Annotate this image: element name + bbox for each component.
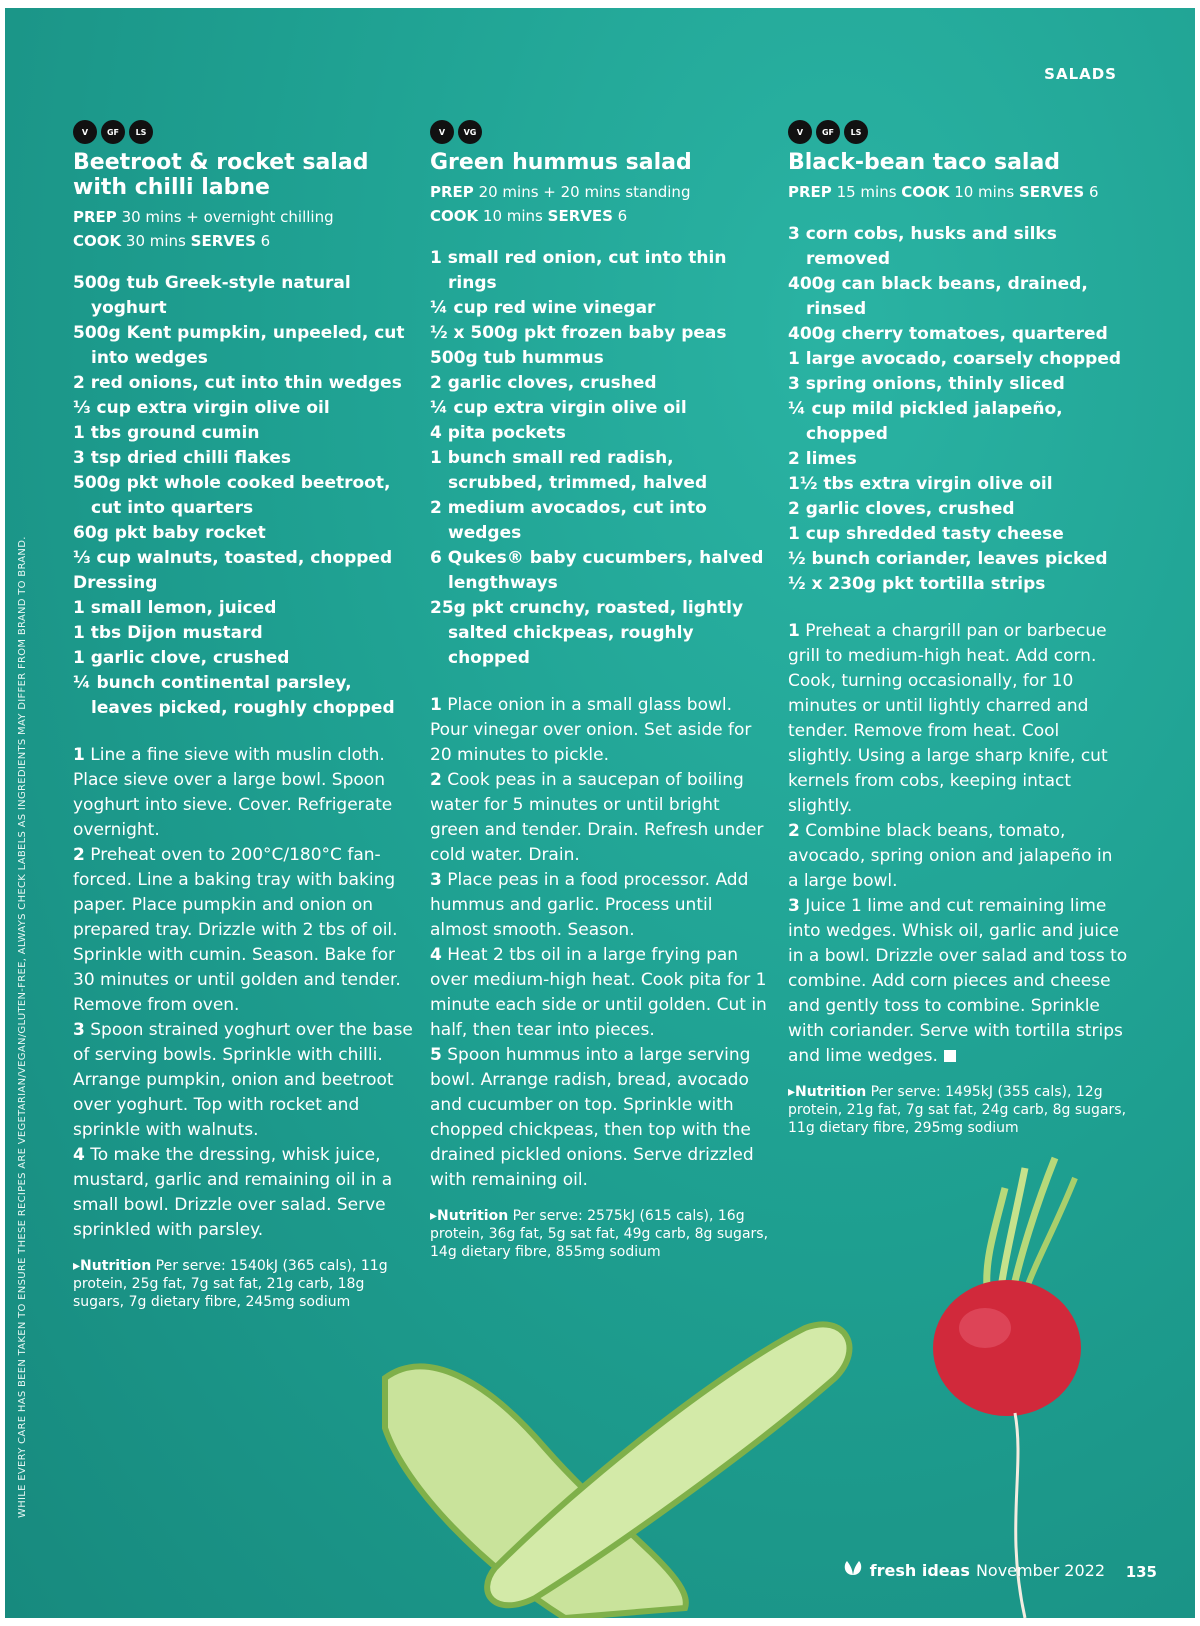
method — [788, 619, 1128, 1069]
step-text: Spoon strained yoghurt over the base of serving bowls. Sprinkle with chilli. Arrange pumpkin, onion and beetroot over yoghurt. Top with rocket and sprinkle with walnuts. — [73, 1020, 413, 1140]
ingredient-item: 1 tbs ground cumin — [73, 423, 260, 443]
step-text: Heat 2 tbs oil in a large frying pan over medium-high heat. Cook pita for 1 minute each side or until golden. Cut in half, then tear into pieces. — [430, 945, 767, 1040]
ingredient-list — [73, 271, 413, 721]
ingredient-item: 500g tub hummus — [430, 348, 604, 368]
meta-value: 10 mins — [949, 183, 1019, 201]
ingredient-item: 1 large avocado, coarsely chopped — [788, 349, 1122, 369]
ingredient-item: 3 spring onions, thinly sliced — [788, 374, 1065, 394]
recipe-meta — [430, 180, 770, 228]
magazine-page — [5, 8, 1195, 1618]
ingredient-item: 2 garlic cloves, crushed — [788, 499, 1015, 519]
step-number: 1 — [430, 695, 442, 715]
ingredient-item: 1 garlic clove, crushed — [73, 648, 290, 668]
ingredient-item: ¼ cup mild pickled jalapeño, chopped — [788, 399, 1063, 444]
ingredient-list — [788, 222, 1128, 597]
step-number: 3 — [430, 870, 442, 890]
nutrition-info — [788, 1083, 1128, 1137]
step-number: 2 — [788, 821, 800, 841]
meta-label: PREP — [430, 183, 474, 201]
footer-brand: fresh ideas — [869, 1560, 970, 1580]
method — [73, 743, 413, 1243]
radish-icon — [933, 1158, 1081, 1618]
ingredient-list — [430, 246, 770, 671]
nutrition-text: Per serve: 2575kJ (615 cals), 16g protein, 36g fat, 5g sat fat, 49g carb, 8g sugars, 14g dietary fibre, 855mg sodium — [430, 1208, 769, 1260]
step-text: Cook peas in a saucepan of boiling water for 5 minutes or until bright green and tender. Drain. Refresh under cold water. Drain. — [430, 770, 764, 865]
leaf-logo-icon — [842, 1559, 864, 1581]
diet-badges — [788, 120, 1128, 144]
section-label: SALADS — [1044, 65, 1117, 83]
ingredient-item: 500g tub Greek-style natural yoghurt — [73, 273, 351, 318]
recipe-meta — [788, 180, 1128, 204]
ingredient-item: ⅓ cup walnuts, toasted, chopped — [73, 548, 393, 568]
step-number: 2 — [430, 770, 442, 790]
ingredient-item: ½ x 230g pkt tortilla strips — [788, 574, 1046, 594]
footer — [842, 1559, 1105, 1581]
meta-label: COOK — [901, 183, 950, 201]
meta-value: 30 mins + overnight chilling — [116, 208, 334, 226]
badge: LS — [129, 120, 153, 144]
nutrition-text: Per serve: 1540kJ (365 cals), 11g protein, 25g fat, 7g sat fat, 21g carb, 18g sugars, 7g dietary fibre, 245mg sodium — [73, 1258, 388, 1310]
method-step — [788, 819, 1128, 894]
meta-label: PREP — [73, 208, 117, 226]
ingredient-item: 2 limes — [788, 449, 857, 469]
step-number: 4 — [73, 1145, 85, 1165]
recipe-meta — [73, 205, 413, 253]
recipe-column-1 — [73, 120, 413, 1311]
page-number: 135 — [1125, 1563, 1157, 1581]
meta-value: 10 mins — [478, 207, 548, 225]
recipe-title: Beetroot & rocket salad with chilli labne — [73, 150, 369, 200]
cucumber-icon — [385, 1324, 849, 1618]
nutrition-label: ▸Nutrition — [73, 1258, 152, 1274]
ingredient-item: 1 cup shredded tasty cheese — [788, 524, 1064, 544]
end-square-icon — [944, 1050, 956, 1062]
recipe-title: Black-bean taco salad — [788, 150, 1061, 175]
ingredient-item: ¼ cup extra virgin olive oil — [430, 398, 687, 418]
step-text: Juice 1 lime and cut remaining lime into wedges. Whisk oil, garlic and juice in a bowl. Drizzle over salad and toss to combine. Add corn pieces and cheese and gently toss to combine. Sprinkle with coriander. Serve with tortilla strips and lime wedges. — [788, 896, 1128, 1066]
side-disclaimer: WHILE EVERY CARE HAS BEEN TAKEN TO ENSURE THESE RECIPES ARE VEGETARIAN/VEGAN/GLUTEN-FREE, ALWAYS CHECK LABELS AS INGREDIENTS MAY DIFFER FROM BRAND TO BRAND. — [17, 536, 28, 1518]
badge: GF — [816, 120, 840, 144]
ingredient-item: 2 garlic cloves, crushed — [430, 373, 657, 393]
badge: GF — [101, 120, 125, 144]
meta-label: SERVES — [1018, 183, 1085, 201]
recipe-title: Green hummus salad — [430, 150, 692, 175]
step-text: Spoon hummus into a large serving bowl. Arrange radish, bread, avocado and cucumber on top. Sprinkle with chopped chickpeas, then top with the drained pickled onions. Serve drizzled with remaining oil. — [430, 1045, 754, 1190]
step-number: 3 — [73, 1020, 85, 1040]
footer-issue: November 2022 — [975, 1560, 1105, 1580]
method-step — [73, 843, 413, 1018]
method-step — [73, 1018, 413, 1143]
ingredient-item: 3 corn cobs, husks and silks removed — [788, 224, 1057, 269]
ingredient-item: ¼ cup red wine vinegar — [430, 298, 656, 318]
method-step — [73, 1143, 413, 1243]
ingredient-item: 4 pita pockets — [430, 423, 566, 443]
meta-value: 6 — [255, 232, 271, 250]
badge: V — [430, 120, 454, 144]
meta-label: COOK — [430, 207, 479, 225]
step-text: Place onion in a small glass bowl. Pour vinegar over onion. Set aside for 20 minutes to pickle. — [430, 695, 752, 765]
diet-badges — [430, 120, 770, 144]
step-number: 3 — [788, 896, 800, 916]
ingredient-item: 6 Qukes® baby cucumbers, halved lengthways — [430, 548, 764, 593]
step-number: 4 — [430, 945, 442, 965]
ingredient-item: ¼ bunch continental parsley, leaves picked, roughly chopped — [73, 673, 395, 718]
badge: V — [73, 120, 97, 144]
meta-label: SERVES — [547, 207, 613, 225]
badge: V — [788, 120, 812, 144]
step-text: Preheat a chargrill pan or barbecue grill to medium-high heat. Add corn. Cook, turning occasionally, for 10 minutes or until lightly charred and tender. Remove from heat. Cool slightly. Using a large sharp knife, cut kernels from cobs, keeping intact slightly. — [788, 621, 1108, 816]
step-text: Preheat oven to 200°C/180°C fan-forced. Line a baking tray with baking paper. Place pumpkin and onion on prepared tray. Drizzle with 2 tbs of oil. Sprinkle with cumin. Season. Bake for 30 minutes or until golden and tender. Remove from oven. — [73, 845, 401, 1015]
method-step — [430, 868, 770, 943]
method-step — [430, 693, 770, 768]
step-number: 1 — [73, 745, 85, 765]
ingredient-item: 3 tsp dried chilli flakes — [73, 448, 292, 468]
badge: LS — [844, 120, 868, 144]
nutrition-info — [73, 1257, 413, 1311]
ingredient-item: 2 medium avocados, cut into wedges — [430, 498, 707, 543]
cucumber-radish-illustration — [365, 1148, 1165, 1618]
step-text: Line a fine sieve with muslin cloth. Place sieve over a large bowl. Spoon yoghurt into sieve. Cover. Refrigerate overnight. — [73, 745, 393, 840]
badge: VG — [458, 120, 482, 144]
nutrition-label: ▸Nutrition — [430, 1208, 509, 1224]
meta-value: 20 mins + 20 mins standing — [473, 183, 691, 201]
meta-label: COOK — [73, 232, 122, 250]
ingredient-item: 2 red onions, cut into thin wedges — [73, 373, 402, 393]
ingredient-item: 60g pkt baby rocket — [73, 523, 266, 543]
nutrition-label: ▸Nutrition — [788, 1084, 867, 1100]
step-text: Combine black beans, tomato, avocado, spring onion and jalapeño in a large bowl. — [788, 821, 1113, 891]
ingredient-item: ⅓ cup extra virgin olive oil — [73, 398, 330, 418]
meta-value: 6 — [1084, 183, 1099, 201]
meta-value: 30 mins — [121, 232, 191, 250]
diet-badges — [73, 120, 413, 144]
ingredient-item: 400g cherry tomatoes, quartered — [788, 324, 1108, 344]
meta-value: 15 mins — [831, 183, 902, 201]
step-number: 1 — [788, 621, 800, 641]
ingredient-item: 25g pkt crunchy, roasted, lightly salted chickpeas, roughly chopped — [430, 598, 744, 668]
ingredient-item: 1 small lemon, juiced — [73, 598, 277, 618]
ingredient-item: 500g Kent pumpkin, unpeeled, cut into wedges — [73, 323, 405, 368]
ingredient-item: Dressing — [73, 573, 158, 593]
ingredient-item: 400g can black beans, drained, rinsed — [788, 274, 1088, 319]
method-step — [73, 743, 413, 843]
method-step — [430, 943, 770, 1043]
ingredient-item: 1½ tbs extra virgin olive oil — [788, 474, 1053, 494]
method-step — [430, 768, 770, 868]
ingredient-item: ½ x 500g pkt frozen baby peas — [430, 323, 727, 343]
method-step — [788, 619, 1128, 819]
meta-label: SERVES — [190, 232, 256, 250]
ingredient-item: 500g pkt whole cooked beetroot, cut into quarters — [73, 473, 391, 518]
meta-label: PREP — [788, 183, 832, 201]
ingredient-item: 1 tbs Dijon mustard — [73, 623, 263, 643]
step-text: To make the dressing, whisk juice, mustard, garlic and remaining oil in a small bowl. Drizzle over salad. Serve sprinkled with parsley. — [73, 1145, 393, 1240]
method — [430, 693, 770, 1193]
step-text: Place peas in a food processor. Add hummus and garlic. Process until almost smooth. Season. — [430, 870, 749, 940]
recipe-column-2 — [430, 120, 770, 1261]
nutrition-text: Per serve: 1495kJ (355 cals), 12g protein, 21g fat, 7g sat fat, 24g carb, 8g sugars, 11g dietary fibre, 295mg sodium — [788, 1084, 1127, 1136]
ingredient-item: 1 bunch small red radish, scrubbed, trimmed, halved — [430, 448, 708, 493]
ingredient-item: 1 small red onion, cut into thin rings — [430, 248, 727, 293]
method-step — [788, 894, 1128, 1069]
ingredient-item: ½ bunch coriander, leaves picked — [788, 549, 1108, 569]
step-number: 5 — [430, 1045, 442, 1065]
meta-value: 6 — [612, 207, 628, 225]
recipe-column-3 — [788, 120, 1128, 1137]
step-number: 2 — [73, 845, 85, 865]
